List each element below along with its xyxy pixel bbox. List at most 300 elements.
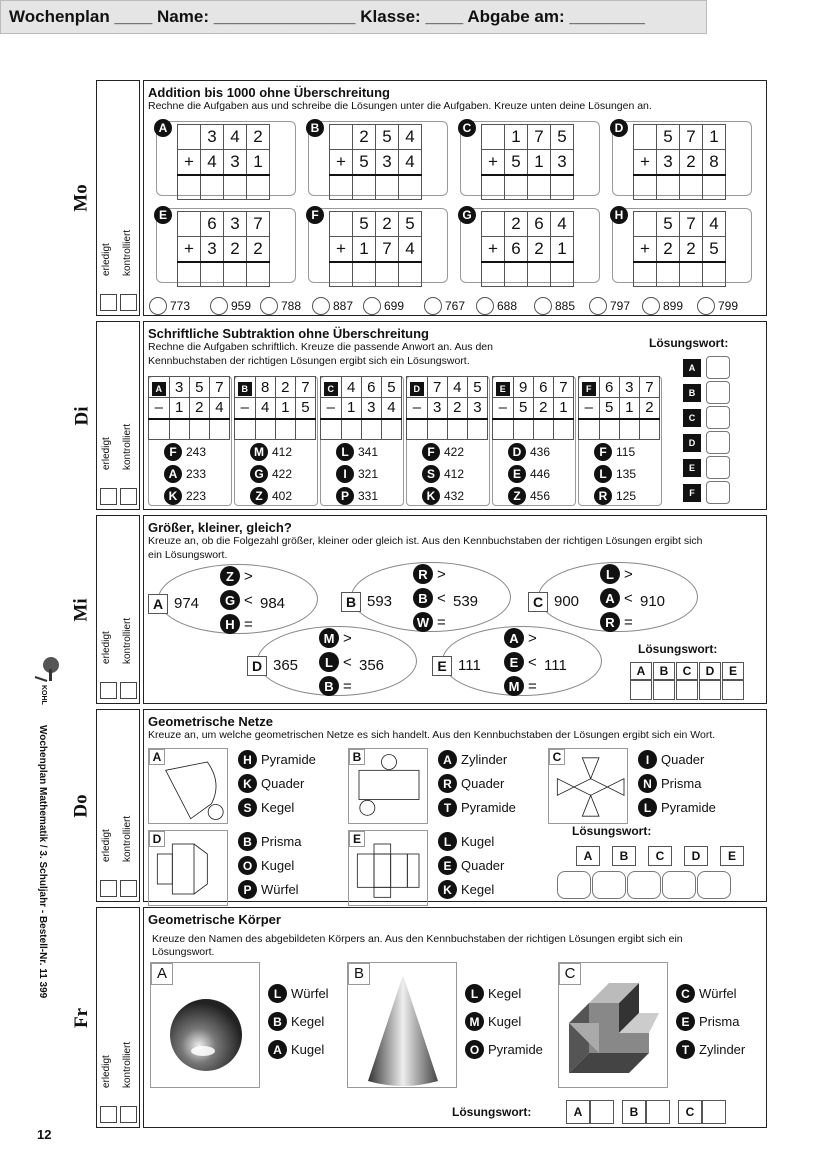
answer-value: 402 <box>272 489 293 503</box>
net-option[interactable] <box>238 880 299 899</box>
digit-cell: 3 <box>224 150 247 175</box>
answer-circle[interactable] <box>476 297 494 315</box>
answer-option[interactable] <box>422 443 464 461</box>
digit-cell <box>634 125 657 150</box>
digit-cell <box>321 377 342 398</box>
comparison-option[interactable] <box>413 564 446 584</box>
solution-letter-label: E <box>683 459 701 477</box>
result-cell[interactable] <box>599 419 619 440</box>
result-cell[interactable] <box>657 175 680 200</box>
result-cell[interactable] <box>399 175 422 200</box>
body-option-label: Prisma <box>699 1014 740 1029</box>
result-cell[interactable] <box>427 419 447 440</box>
letter-badge: M <box>465 1012 484 1031</box>
answer-option[interactable] <box>336 487 378 505</box>
comparison-option[interactable] <box>413 612 446 632</box>
net-option[interactable] <box>438 832 494 851</box>
result-cell[interactable] <box>528 262 551 287</box>
result-cell[interactable] <box>407 419 428 440</box>
section-title: Größer, kleiner, gleich? <box>148 520 292 535</box>
comparison-operator: > <box>343 629 352 647</box>
solution-letter-label: D <box>683 434 701 452</box>
digit-cell: 2 <box>353 125 376 150</box>
result-cell[interactable] <box>553 419 573 440</box>
solution-letter-box[interactable] <box>706 431 730 454</box>
letter-badge: D <box>508 443 526 461</box>
digit-cell: 3 <box>376 150 399 175</box>
solution-letter-box[interactable] <box>653 680 675 700</box>
answer-option[interactable] <box>424 297 465 315</box>
result-cell[interactable] <box>235 419 256 440</box>
digit-cell <box>178 212 201 237</box>
answer-value: 767 <box>445 299 466 313</box>
net-option[interactable] <box>238 750 316 769</box>
solution-letter-label: C <box>678 1100 702 1124</box>
net-letter: E <box>349 831 365 847</box>
digit-cell: 4 <box>381 398 401 419</box>
letter-badge: G <box>250 465 268 483</box>
digit-cell: 7 <box>528 125 551 150</box>
result-cell[interactable] <box>528 175 551 200</box>
result-cell[interactable] <box>149 419 170 440</box>
answer-circle[interactable] <box>312 297 330 315</box>
start-number: 900 <box>554 593 580 610</box>
answer-option[interactable] <box>149 297 190 315</box>
solution-letter-box[interactable] <box>590 1100 614 1124</box>
comparison-option[interactable] <box>220 614 253 634</box>
result-cell[interactable] <box>619 419 639 440</box>
answer-option[interactable] <box>250 465 292 483</box>
comparison-option[interactable] <box>504 676 537 696</box>
result-cell[interactable] <box>376 262 399 287</box>
addition-grid <box>177 124 270 200</box>
subtraction-task <box>492 376 576 506</box>
result-cell[interactable] <box>295 419 315 440</box>
item-letter: A <box>148 594 168 614</box>
answer-option[interactable] <box>164 443 206 461</box>
section-instruction: Kennbuchstaben der richtigen Lösungen ergibt sich ein Lösungswort. <box>148 355 470 367</box>
comparison-option[interactable] <box>319 652 352 672</box>
digit-cell: 7 <box>553 377 573 398</box>
subtraction-task <box>406 376 490 506</box>
net-option[interactable] <box>238 798 294 817</box>
minus-sign: – <box>235 398 256 419</box>
body-option[interactable] <box>268 984 329 1003</box>
comparison-option[interactable] <box>319 676 352 696</box>
body-option[interactable] <box>676 1040 745 1059</box>
result-cell[interactable] <box>482 175 505 200</box>
letter-badge: E <box>508 465 526 483</box>
day-label <box>71 321 92 510</box>
digit-cell: 1 <box>247 150 270 175</box>
answer-option[interactable] <box>164 487 206 505</box>
body-option[interactable] <box>676 984 737 1003</box>
net-letter: C <box>549 749 565 765</box>
letter-badge: N <box>638 774 657 793</box>
digit-cell <box>330 212 353 237</box>
result-cell[interactable] <box>493 419 514 440</box>
subtraction-grid <box>234 376 316 440</box>
result-cell[interactable] <box>330 262 353 287</box>
erledigt-checkbox[interactable] <box>100 1106 117 1123</box>
result-cell[interactable] <box>482 262 505 287</box>
result-cell[interactable] <box>361 419 381 440</box>
answer-value: 797 <box>610 299 631 313</box>
compare-number: 539 <box>453 593 479 610</box>
solution-letter-box[interactable] <box>592 871 626 899</box>
answer-option[interactable] <box>250 487 292 505</box>
answer-option[interactable] <box>250 443 292 461</box>
result-cell[interactable] <box>178 175 201 200</box>
digit-cell: 1 <box>275 398 295 419</box>
digit-cell: 4 <box>703 212 726 237</box>
solution-letter-box[interactable] <box>676 680 698 700</box>
erledigt-checkbox[interactable] <box>100 488 117 505</box>
answer-value: 436 <box>530 445 551 459</box>
solution-letter-box[interactable] <box>706 456 730 479</box>
letter-badge: I <box>336 465 354 483</box>
answer-circle[interactable] <box>363 297 381 315</box>
answer-value: 456 <box>530 489 551 503</box>
body-option-label: Würfel <box>291 986 329 1001</box>
kontrolliert-checkbox[interactable] <box>120 682 137 699</box>
result-cell[interactable] <box>634 262 657 287</box>
letter-badge: L <box>600 564 620 584</box>
result-cell[interactable] <box>247 262 270 287</box>
result-cell[interactable] <box>224 175 247 200</box>
subtraction-task <box>320 376 404 506</box>
addition-grid <box>177 211 270 287</box>
minus-sign: – <box>493 398 514 419</box>
result-cell[interactable] <box>399 262 422 287</box>
solution-letter-label: D <box>699 662 721 680</box>
net-drawing <box>149 831 229 907</box>
comparison-option[interactable] <box>600 588 633 608</box>
body-option[interactable] <box>268 1012 324 1031</box>
body-option[interactable] <box>268 1040 324 1059</box>
solution-letter-label: C <box>648 846 672 866</box>
solution-letter-label: A <box>576 846 600 866</box>
digit-cell: 6 <box>599 377 619 398</box>
result-cell[interactable] <box>169 419 189 440</box>
check-column <box>96 321 140 510</box>
solution-word-label: Lösungswort: <box>572 824 652 838</box>
comparison-operator: > <box>528 629 537 647</box>
kontrolliert-checkbox[interactable] <box>120 1106 137 1123</box>
solution-letter-box[interactable] <box>702 1100 726 1124</box>
subtraction-grid <box>406 376 488 440</box>
digit-cell: 5 <box>513 398 533 419</box>
body-option[interactable] <box>676 1012 739 1031</box>
start-number: 111 <box>458 657 481 674</box>
body-letter: A <box>151 963 173 985</box>
result-cell[interactable] <box>353 175 376 200</box>
day-label-text: Di <box>71 406 92 425</box>
digit-cell: 2 <box>189 398 209 419</box>
net-option[interactable] <box>238 832 301 851</box>
result-cell[interactable] <box>680 262 703 287</box>
answer-circle[interactable] <box>697 297 715 315</box>
answer-option[interactable] <box>210 297 251 315</box>
answer-option[interactable] <box>589 297 630 315</box>
letter-badge: E <box>438 856 457 875</box>
net-option-label: Zylinder <box>461 752 508 767</box>
solution-word-label: Lösungswort: <box>649 336 729 350</box>
erledigt-checkbox[interactable] <box>100 682 117 699</box>
result-cell[interactable] <box>353 262 376 287</box>
start-number: 974 <box>174 595 200 612</box>
net-option[interactable] <box>438 774 504 793</box>
letter-badge: B <box>306 119 324 137</box>
net-option[interactable] <box>638 798 716 817</box>
answer-option[interactable] <box>336 443 378 461</box>
answer-value: 422 <box>272 467 293 481</box>
letter-badge: B <box>413 588 433 608</box>
result-cell[interactable] <box>447 419 467 440</box>
minus-sign: – <box>149 398 170 419</box>
net-option[interactable] <box>438 880 494 899</box>
solution-letter-box[interactable] <box>706 381 730 404</box>
result-cell[interactable] <box>321 419 342 440</box>
digit-cell: 2 <box>505 212 528 237</box>
answer-value: 899 <box>663 299 684 313</box>
result-cell[interactable] <box>634 175 657 200</box>
digit-cell: 2 <box>247 237 270 262</box>
check-label-erledigt: erledigt <box>101 631 112 664</box>
day-label-text: Fr <box>71 1007 93 1028</box>
body-option-label: Würfel <box>699 986 737 1001</box>
check-label <box>122 793 132 873</box>
answer-option[interactable] <box>594 487 636 505</box>
digit-cell: 5 <box>376 125 399 150</box>
answer-value: 959 <box>231 299 252 313</box>
net-option-label: Quader <box>461 776 505 791</box>
answer-value: 799 <box>718 299 739 313</box>
body-drawing <box>559 963 669 1089</box>
net-option[interactable] <box>438 856 504 875</box>
result-cell[interactable] <box>657 262 680 287</box>
answer-circle[interactable] <box>424 297 442 315</box>
answer-value: 243 <box>186 445 207 459</box>
solution-letter-box[interactable] <box>557 871 591 899</box>
result-cell[interactable] <box>680 175 703 200</box>
result-cell[interactable] <box>201 175 224 200</box>
digit-cell: 1 <box>353 237 376 262</box>
section-instruction: ein Lösungswort. <box>148 549 228 561</box>
digit-cell: 6 <box>201 212 224 237</box>
letter-badge: F <box>594 443 612 461</box>
letter-badge: Z <box>250 487 268 505</box>
answer-option[interactable] <box>508 443 550 461</box>
comparison-option[interactable] <box>319 628 352 648</box>
section-instruction: Rechne die Aufgaben schriftlich. Kreuze die passende Anwort an. Aus den <box>148 341 493 353</box>
answer-option[interactable] <box>336 465 378 483</box>
solution-letter-box[interactable] <box>662 871 696 899</box>
result-cell[interactable] <box>551 262 574 287</box>
digit-cell <box>579 377 600 398</box>
answer-option[interactable] <box>363 297 404 315</box>
comparison-option[interactable] <box>504 628 537 648</box>
solution-letter-box[interactable] <box>697 871 731 899</box>
answer-value: 788 <box>281 299 302 313</box>
answer-option[interactable] <box>594 443 635 461</box>
solution-letter-box[interactable] <box>646 1100 670 1124</box>
kontrolliert-checkbox[interactable] <box>120 488 137 505</box>
answer-option[interactable] <box>164 465 206 483</box>
answer-value: 773 <box>170 299 191 313</box>
answer-circle[interactable] <box>534 297 552 315</box>
result-cell[interactable] <box>381 419 401 440</box>
net-option[interactable] <box>438 798 516 817</box>
answer-circle[interactable] <box>149 297 167 315</box>
check-label-kontrolliert: kontrolliert <box>122 423 133 470</box>
plus-sign: + <box>634 150 657 175</box>
answer-option[interactable] <box>508 465 550 483</box>
comparison-option[interactable] <box>220 590 253 610</box>
answer-value: 125 <box>616 489 637 503</box>
result-cell[interactable] <box>551 175 574 200</box>
result-cell[interactable] <box>703 262 726 287</box>
item-letter: C <box>528 592 548 612</box>
letter-badge: L <box>438 832 457 851</box>
solution-letter-box[interactable] <box>630 680 652 700</box>
solution-letter-box[interactable] <box>706 406 730 429</box>
letter-badge: L <box>336 443 354 461</box>
answer-value: 412 <box>444 467 465 481</box>
net-option[interactable] <box>238 856 294 875</box>
erledigt-checkbox[interactable] <box>100 880 117 897</box>
digit-cell: 2 <box>657 237 680 262</box>
solution-letter-box[interactable] <box>722 680 744 700</box>
solution-letter-label: B <box>653 662 675 680</box>
publisher-name: KOHL <box>40 685 47 705</box>
solution-letter-box[interactable] <box>699 680 721 700</box>
comparison-option[interactable] <box>220 566 253 586</box>
result-cell[interactable] <box>275 419 295 440</box>
answer-circle[interactable] <box>210 297 228 315</box>
day-label <box>71 907 93 1128</box>
plus-sign: + <box>178 237 201 262</box>
result-cell[interactable] <box>505 175 528 200</box>
result-cell[interactable] <box>505 262 528 287</box>
day-label <box>71 515 92 704</box>
digit-cell: 7 <box>295 377 315 398</box>
digit-cell <box>149 377 170 398</box>
digit-cell: 4 <box>399 125 422 150</box>
digit-cell: 1 <box>528 150 551 175</box>
answer-option[interactable] <box>422 465 464 483</box>
net-option-label: Prisma <box>661 776 702 791</box>
result-cell[interactable] <box>513 419 533 440</box>
digit-cell: 2 <box>680 150 703 175</box>
compare-number: 111 <box>544 657 567 674</box>
answer-circle[interactable] <box>589 297 607 315</box>
answer-circle[interactable] <box>642 297 660 315</box>
answer-option[interactable] <box>594 465 636 483</box>
comparison-operator: < <box>624 589 633 607</box>
net-option-label: Kugel <box>461 834 495 849</box>
day-label <box>71 709 93 902</box>
letter-badge: M <box>250 443 268 461</box>
plus-sign: + <box>178 150 201 175</box>
result-cell[interactable] <box>209 419 229 440</box>
body-option[interactable] <box>465 984 521 1003</box>
answer-value: 688 <box>497 299 518 313</box>
net-option[interactable] <box>438 750 507 769</box>
check-label <box>101 793 111 873</box>
digit-cell: 5 <box>505 150 528 175</box>
result-cell[interactable] <box>579 419 600 440</box>
comparison-operator: = <box>343 677 352 695</box>
answer-option[interactable] <box>312 297 353 315</box>
comparison-operator: < <box>437 589 446 607</box>
comparison-option[interactable] <box>413 588 446 608</box>
result-cell[interactable] <box>201 262 224 287</box>
body-option[interactable] <box>465 1040 543 1059</box>
solution-word-label: Lösungswort: <box>638 642 718 656</box>
body-option[interactable] <box>465 1012 521 1031</box>
solution-letter-box[interactable] <box>627 871 661 899</box>
letter-badge: M <box>319 628 339 648</box>
answer-circle[interactable] <box>260 297 278 315</box>
solution-letter-box[interactable] <box>706 481 730 504</box>
erledigt-checkbox[interactable] <box>100 294 117 311</box>
digit-cell: 2 <box>247 125 270 150</box>
answer-option[interactable] <box>476 297 517 315</box>
check-label <box>101 401 111 481</box>
result-cell[interactable] <box>639 419 659 440</box>
check-column <box>96 907 140 1128</box>
body-picture <box>150 962 260 1088</box>
letter-badge: Z <box>220 566 240 586</box>
digit-cell: 4 <box>341 377 361 398</box>
result-cell[interactable] <box>224 262 247 287</box>
solution-letter-box[interactable] <box>706 356 730 379</box>
answer-option[interactable] <box>422 487 464 505</box>
publisher-logo <box>33 655 63 705</box>
letter-badge: K <box>422 487 440 505</box>
kontrolliert-checkbox[interactable] <box>120 294 137 311</box>
result-cell[interactable] <box>376 175 399 200</box>
result-cell[interactable] <box>189 419 209 440</box>
answer-option[interactable] <box>508 487 550 505</box>
addition-grid <box>329 124 422 200</box>
answer-option[interactable] <box>534 297 575 315</box>
result-cell[interactable] <box>247 175 270 200</box>
result-cell[interactable] <box>533 419 553 440</box>
result-cell[interactable] <box>467 419 487 440</box>
comparison-option[interactable] <box>600 564 633 584</box>
comparison-option[interactable] <box>600 612 633 632</box>
result-cell[interactable] <box>178 262 201 287</box>
answer-option[interactable] <box>697 297 738 315</box>
net-option[interactable] <box>238 774 304 793</box>
result-cell[interactable] <box>341 419 361 440</box>
kontrolliert-checkbox[interactable] <box>120 880 137 897</box>
comparison-option[interactable] <box>504 652 537 672</box>
letter-badge: A <box>438 750 457 769</box>
result-cell[interactable] <box>255 419 275 440</box>
net-option[interactable] <box>638 750 704 769</box>
subtraction-task <box>578 376 662 506</box>
answer-option[interactable] <box>260 297 301 315</box>
answer-option[interactable] <box>642 297 683 315</box>
result-cell[interactable] <box>330 175 353 200</box>
result-cell[interactable] <box>703 175 726 200</box>
net-option[interactable] <box>638 774 701 793</box>
check-column <box>96 709 140 902</box>
digit-cell: 3 <box>467 398 487 419</box>
